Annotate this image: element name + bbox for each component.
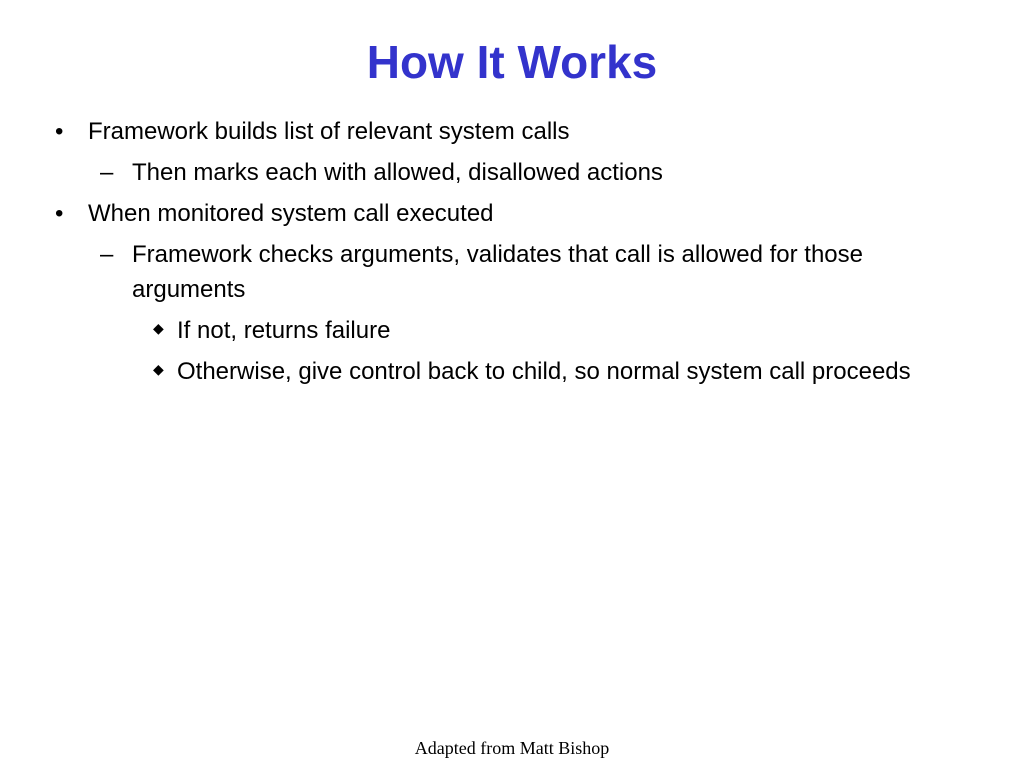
diamond-icon: ◆ [153,320,164,336]
dash-icon: – [100,241,114,268]
bullet-text: Framework checks arguments, validates that call is allowed for those arguments [132,241,863,303]
bullet-list [0,114,1024,389]
slide-title: How It Works [366,36,658,88]
bullet-item-level1 [0,114,1024,149]
bullet-text: Otherwise, give control back to child, so normal system call proceeds [177,358,911,385]
bullet-text: If not, returns failure [177,317,391,344]
bullet-item-level2 [0,237,1024,307]
dash-icon: – [100,159,114,186]
bullet-text: Framework builds list of relevant system calls [88,118,570,145]
diamond-icon: ◆ [153,361,164,377]
bullet-item-level2 [0,155,1024,190]
bullet-item-level3 [0,354,1024,389]
bullet-dot-icon: • [55,118,64,145]
slide-footer: Adapted from Matt Bishop [414,738,610,758]
bullet-item-level3 [0,313,1024,348]
bullet-text: When monitored system call executed [88,200,494,227]
bullet-dot-icon: • [55,200,64,227]
bullet-item-level1 [0,196,1024,231]
bullet-text: Then marks each with allowed, disallowed actions [132,159,663,186]
